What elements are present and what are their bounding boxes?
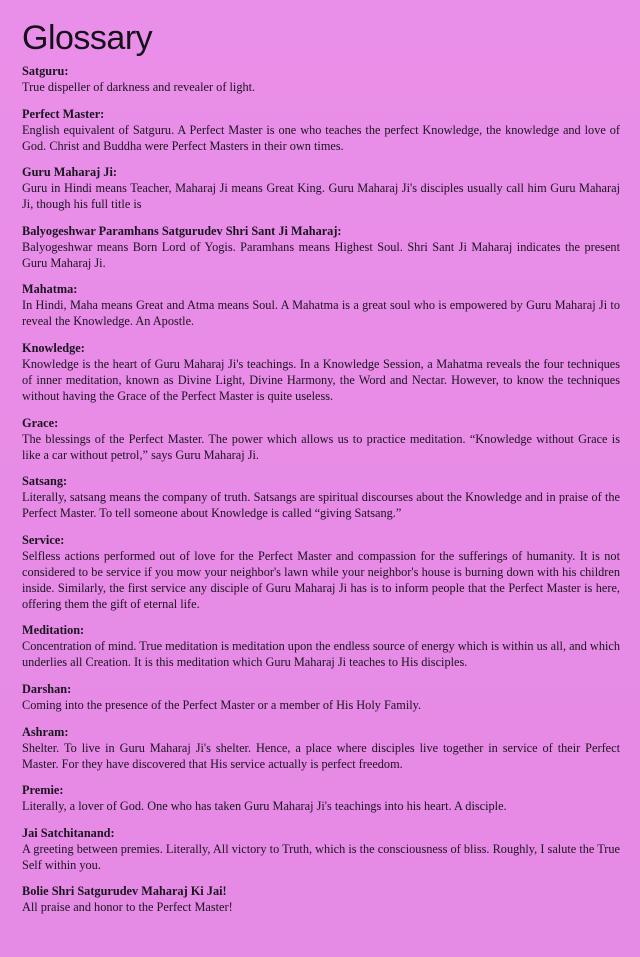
glossary-definition: English equivalent of Satguru. A Perfect Master is one who teaches the perfect Knowledge, the knowledge and love of God. Christ and Buddha were Perfect Masters in their own times. — [22, 122, 620, 153]
glossary-entry-bolie — [22, 883, 620, 915]
glossary-entry-mahatma — [22, 281, 620, 329]
glossary-definition: Balyogeshwar means Born Lord of Yogis. Paramhans means Highest Soul. Shri Sant Ji Maharaj indicates the present Guru Maharaj Ji. — [22, 239, 620, 270]
glossary-entry-satguru — [22, 63, 620, 95]
glossary-entry-ashram — [22, 724, 620, 772]
glossary-term: Ashram: — [22, 724, 69, 739]
glossary-term: Meditation: — [22, 623, 85, 638]
glossary-term: Grace: — [22, 415, 59, 430]
glossary-definition: In Hindi, Maha means Great and Atma means Soul. A Mahatma is a great soul who is empowered by Guru Maharaj Ji to reveal the Knowledge. An Apostle. — [22, 298, 620, 329]
glossary-list — [22, 63, 620, 915]
glossary-definition: Literally, a lover of God. One who has taken Guru Maharaj Ji's teachings into his heart. A disciple. — [22, 799, 507, 814]
glossary-term: Darshan: — [22, 681, 72, 696]
glossary-entry-satsang — [22, 473, 620, 521]
glossary-entry-perfect-master — [22, 106, 620, 154]
glossary-entry-darshan — [22, 681, 620, 713]
glossary-definition: Guru in Hindi means Teacher, Maharaj Ji means Great King. Guru Maharaj Ji's disciples usually call him Guru Maharaj Ji, though his full title is — [22, 181, 620, 212]
glossary-definition: Selfless actions performed out of love for the Perfect Master and compassion for the sufferings of humanity. It is not considered to be service if you mow your neighbor's lawn while your neighbor's house is burning down with his children inside. Similarly, the first service any disciple of Guru Maharaj Ji has is to inform people that the Perfect Master is here, offering them the gift of eternal life. — [22, 548, 620, 611]
glossary-term: Premie: — [22, 783, 64, 798]
glossary-term: Bolie Shri Satgurudev Maharaj Ki Jai! — [22, 884, 227, 899]
glossary-entry-knowledge — [22, 340, 620, 404]
glossary-definition: Literally, satsang means the company of truth. Satsangs are spiritual discourses about the Knowledge and in praise of the Perfect Master. To tell someone about Knowledge is called “giving Satsang.” — [22, 490, 620, 521]
glossary-term: Satguru: — [22, 64, 69, 78]
glossary-definition: Shelter. To live in Guru Maharaj Ji's shelter. Hence, a place where disciples live together in service of their Perfect Master. For they have discovered that His service actually is perfect freedom. — [22, 740, 620, 771]
glossary-entry-meditation — [22, 622, 620, 670]
glossary-entry-jai-satchitanand — [22, 825, 620, 873]
glossary-entry-full-title — [22, 223, 620, 271]
glossary-term: Balyogeshwar Paramhans Satgurudev Shri Sant Ji Maharaj: — [22, 223, 342, 238]
glossary-definition: True dispeller of darkness and revealer of light. — [22, 80, 256, 94]
page-title: Glossary — [22, 19, 153, 57]
glossary-term: Satsang: — [22, 474, 68, 489]
glossary-term: Guru Maharaj Ji: — [22, 165, 117, 180]
glossary-definition: All praise and honor to the Perfect Master! — [22, 900, 233, 915]
glossary-definition: Concentration of mind. True meditation is meditation upon the endless source of energy which is within us all, and which underlies all Creation. It is this meditation which Guru Maharaj Ji teaches to His disciples. — [22, 639, 620, 670]
glossary-entry-service — [22, 532, 620, 612]
glossary-term: Mahatma: — [22, 282, 78, 297]
glossary-entry-guru-maharaj-ji — [22, 164, 620, 212]
glossary-definition: Coming into the presence of the Perfect Master or a member of His Holy Family. — [22, 697, 422, 712]
glossary-term: Knowledge: — [22, 340, 85, 355]
glossary-term: Perfect Master: — [22, 106, 105, 121]
glossary-definition: The blessings of the Perfect Master. The power which allows us to practice meditation. “Knowledge without Grace is like a car without petrol,” says Guru Maharaj Ji. — [22, 431, 620, 462]
glossary-definition: A greeting between premies. Literally, All victory to Truth, which is the consciousness of bliss. Roughly, I salute the True Self within you. — [22, 841, 620, 872]
glossary-term: Service: — [22, 532, 65, 547]
glossary-definition: Knowledge is the heart of Guru Maharaj Ji's teachings. In a Knowledge Session, a Mahatma reveals the four techniques of inner meditation, known as Divine Light, Divine Harmony, the Word and Nectar. However, to know the techniques without having the Grace of the Perfect Master is quite useless. — [22, 356, 620, 403]
glossary-term: Jai Satchitanand: — [22, 825, 115, 840]
glossary-entry-premie — [22, 782, 620, 814]
glossary-entry-grace — [22, 415, 620, 463]
